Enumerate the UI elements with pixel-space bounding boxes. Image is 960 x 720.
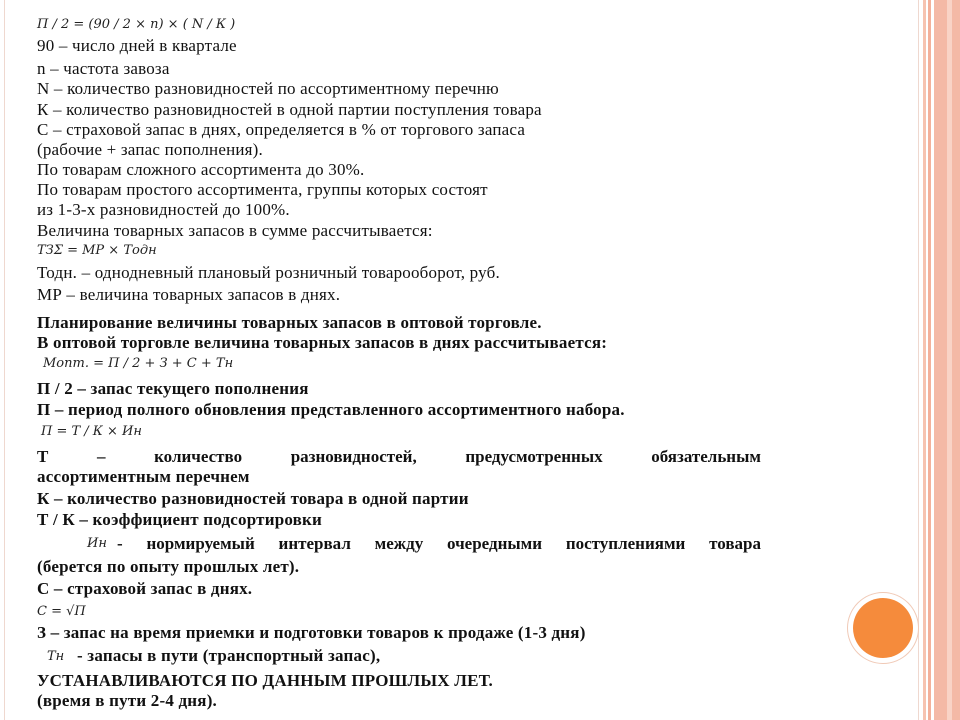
- text-line: По товарам сложного ассортимента до 30%.: [37, 160, 365, 179]
- formula-tn-symbol: Тн: [47, 649, 65, 664]
- text-line: С – страховой запас в днях.: [37, 579, 253, 598]
- text-line: П / 2 – запас текущего пополнения: [37, 379, 309, 398]
- text-line: С – страховой запас в днях, определяется в % от торгового запаса: [37, 120, 526, 139]
- left-border-line: [4, 0, 5, 720]
- i-definition-row: - нормируемый интервал между очередными поступлениями товара: [117, 534, 761, 553]
- formula-main: П / 2 = (90 / 2 × n) × ( N / К ): [37, 17, 236, 32]
- decorative-stripes: [920, 0, 960, 720]
- text-line: По товарам простого ассортимента, группы которых состоят: [37, 180, 488, 199]
- text-line: МР – величина товарных запасов в днях.: [37, 285, 341, 304]
- right-border-line: [918, 0, 919, 720]
- text-line: П – период полного обновления представленного ассортиментного набора.: [37, 400, 625, 419]
- text-line: Т / К – коэффициент подсортировки: [37, 510, 322, 529]
- text-line: К – количество разновидностей товара в одной партии: [37, 489, 469, 508]
- text-line: N – количество разновидностей по ассортиментному перечню: [37, 79, 499, 98]
- text-line: Тодн. – однодневный плановый розничный товарооборот, руб.: [37, 263, 500, 282]
- text-line: Величина товарных запасов в сумме рассчитывается:: [37, 221, 433, 240]
- text-line: (время в пути 2-4 дня).: [37, 691, 218, 710]
- formula-in-symbol: Ин: [87, 536, 107, 551]
- text-line: n – частота завоза: [37, 59, 170, 78]
- formula-p: П = Т / К × Ин: [41, 424, 142, 439]
- text-line: ассортиментным перечнем: [37, 467, 250, 486]
- text-line: З – запас на время приемки и подготовки товаров к продаже (1-3 дня): [37, 623, 586, 642]
- text-line: из 1-3-х разновидностей до 100%.: [37, 200, 290, 219]
- formula-sum: ТЗΣ = МР × Тодн: [37, 243, 157, 258]
- heading-wholesale-days: В оптовой торговле величина товарных запасов в днях рассчитывается:: [37, 333, 608, 352]
- text-line: - запасы в пути (транспортный запас),: [77, 646, 381, 665]
- formula-m: Мопт. = П / 2 + З + С + Тн: [43, 356, 234, 371]
- t-definition-row: Т – количество разновидностей, предусмотренных обязательным: [37, 447, 761, 466]
- orange-circle-decoration: [853, 598, 913, 658]
- text-line: УСТАНАВЛИВАЮТСЯ ПО ДАННЫМ ПРОШЛЫХ ЛЕТ.: [37, 671, 493, 690]
- formula-c: С = √П: [37, 604, 86, 619]
- text-line: (рабочие + запас пополнения).: [37, 140, 263, 159]
- text-line: 90 – число дней в квартале: [37, 36, 237, 55]
- text-line: (берется по опыту прошлых лет).: [37, 557, 300, 576]
- heading-wholesale: Планирование величины товарных запасов в оптовой торговле.: [37, 313, 542, 332]
- text-line: К – количество разновидностей в одной партии поступления товара: [37, 100, 542, 119]
